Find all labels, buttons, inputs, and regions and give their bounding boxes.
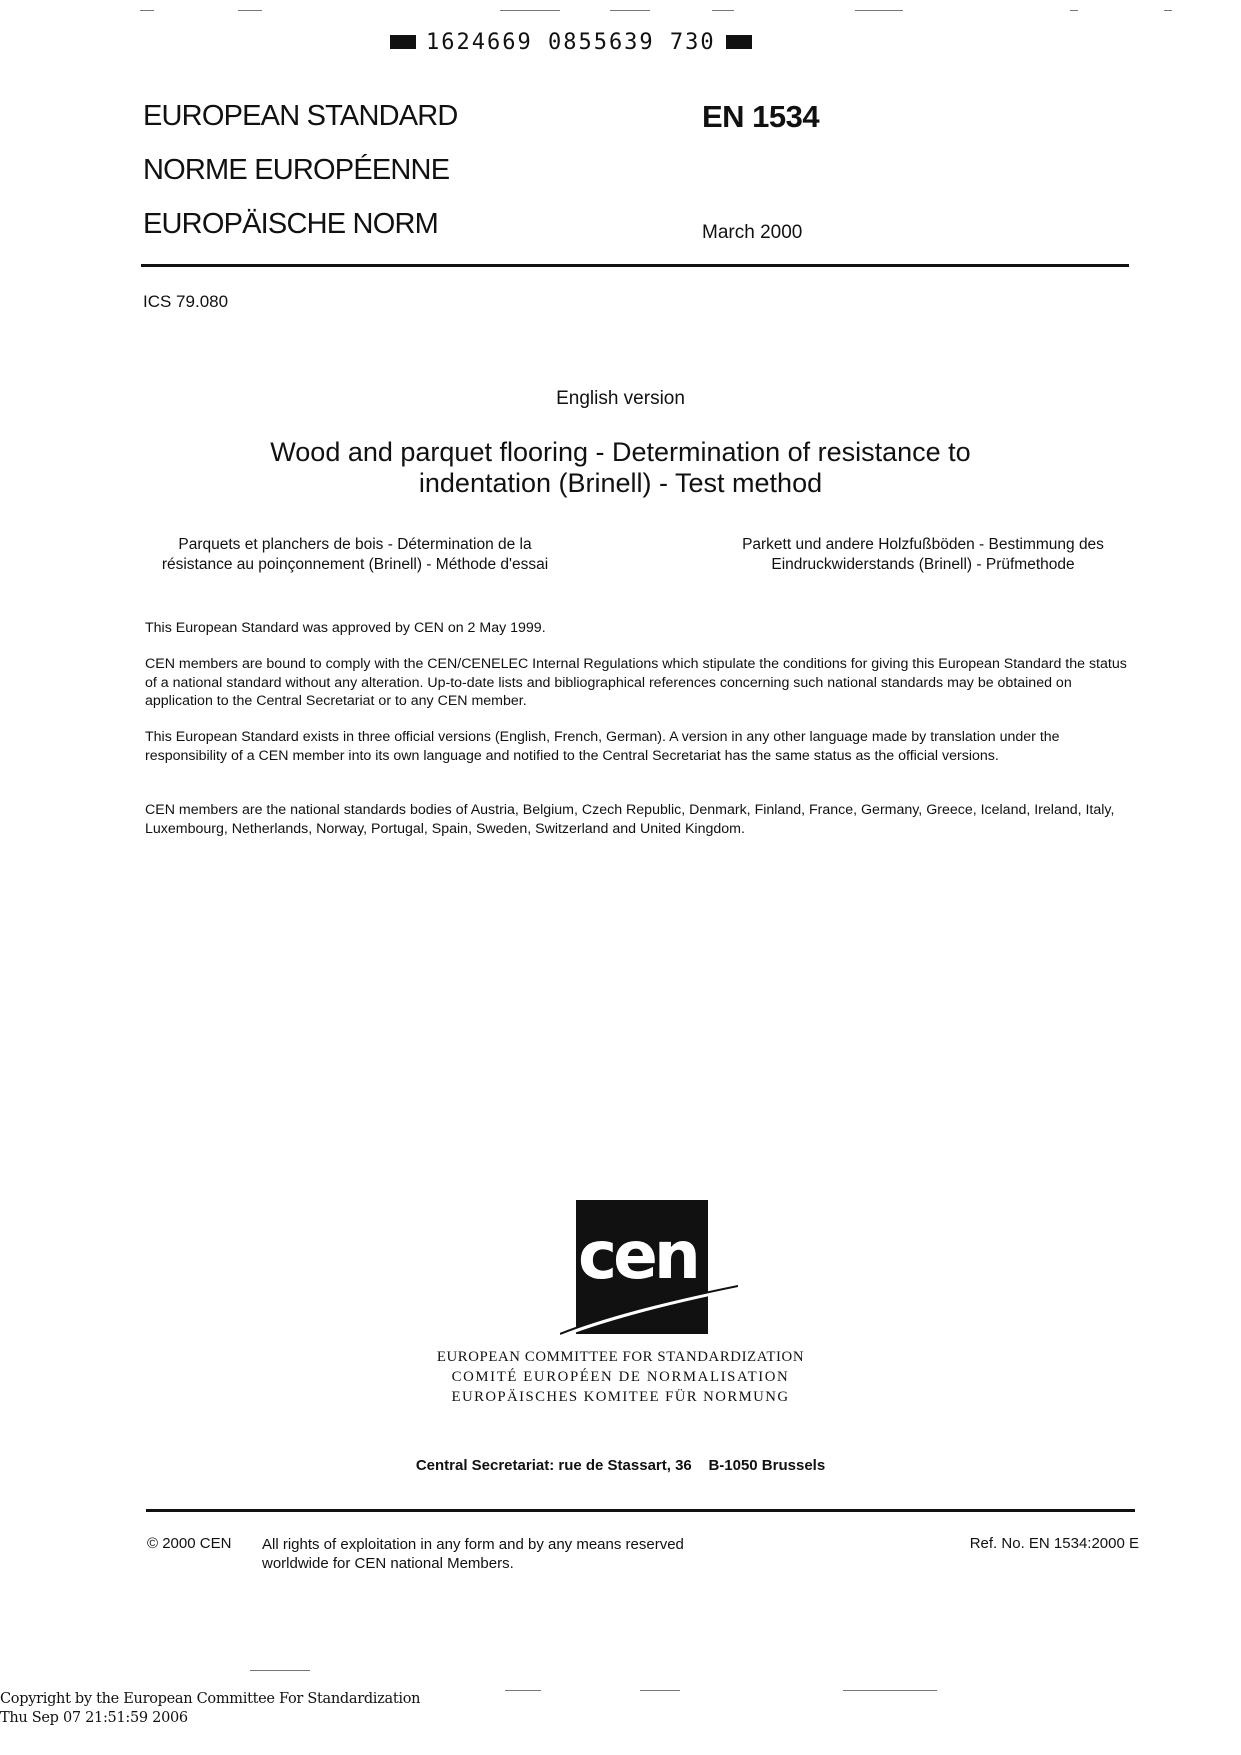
rights-line-2: worldwide for CEN national Members. xyxy=(262,1555,514,1572)
document-title-line-1: Wood and parquet flooring - Determination of resistance to xyxy=(270,437,971,467)
barcode xyxy=(390,28,752,56)
scan-artifact xyxy=(640,1690,680,1691)
standard-title-fr: NORME EUROPÉENNE xyxy=(143,154,450,186)
organization-name-en: EUROPEAN COMMITTEE FOR STANDARDIZATION xyxy=(436,1349,805,1365)
document-title-german xyxy=(718,535,1128,575)
svg-text:cen: cen xyxy=(578,1217,697,1294)
scan-artifact xyxy=(1070,10,1078,11)
copyright-stamp xyxy=(0,1690,420,1728)
rights-line-1: All rights of exploitation in any form and by any means reserved xyxy=(262,1536,684,1553)
standard-title-de: EUROPÄISCHE NORM xyxy=(143,208,438,240)
french-title-line-1: Parquets et planchers de bois - Détermination de la xyxy=(178,536,532,553)
copyright-stamp-line-2: Thu Sep 07 21:51:59 2006 xyxy=(0,1710,188,1726)
document-title xyxy=(0,437,1241,499)
cen-logo xyxy=(560,1200,738,1336)
scan-artifact xyxy=(250,1670,310,1671)
scan-artifact xyxy=(238,10,262,11)
scan-artifact xyxy=(500,10,560,11)
scan-artifact xyxy=(505,1690,541,1691)
document-title-line-2: indentation (Brinell) - Test method xyxy=(418,468,823,498)
publication-date: March 2000 xyxy=(702,222,803,243)
standard-title-en: EUROPEAN STANDARD xyxy=(143,100,458,132)
document-title-french xyxy=(150,535,560,575)
reference-number: Ref. No. EN 1534:2000 E xyxy=(969,1535,1139,1552)
compliance-paragraph: CEN members are bound to comply with the CEN/CENELEC Internal Regulations which stipulate the conditions for giving this European Standard the status of a national standard without any alteration. Up-to-date lists and bibliographical references concerning such national standards may be obtained on application to the Central Secretariat or to any CEN member. xyxy=(145,656,1127,709)
scan-artifact xyxy=(843,1690,937,1691)
members-paragraph: CEN members are the national standards bodies of Austria, Belgium, Czech Republic, Denmark, Finland, France, Germany, Greece, Iceland, Ireland, Italy, Luxembourg, Netherlands, Norway, Portugal, Spain, Sweden, Switzerland and United Kingdom. xyxy=(145,802,1115,837)
rights-statement xyxy=(262,1535,782,1573)
standard-number: EN 1534 xyxy=(702,99,820,134)
footer-divider xyxy=(146,1509,1135,1512)
organization-name-fr: COMITÉ EUROPÉEN DE NORMALISATION xyxy=(451,1369,790,1385)
ics-code: ICS 79.080 xyxy=(143,292,229,311)
scan-artifact xyxy=(1164,10,1172,11)
german-title-line-1: Parkett und andere Holzfußböden - Bestimmung des xyxy=(742,536,1104,553)
barcode-number: 1624669 0855639 730 xyxy=(426,29,716,55)
scan-artifact xyxy=(140,10,154,11)
copyright-notice: © 2000 CEN xyxy=(147,1535,232,1552)
french-title-line-2: résistance au poinçonnement (Brinell) - Méthode d'essai xyxy=(161,556,549,573)
central-secretariat: Central Secretariat: rue de Stassart, 36 B-1050 Brussels xyxy=(415,1457,826,1474)
scan-artifact xyxy=(610,10,650,11)
versions-paragraph: This European Standard exists in three official versions (English, French, German). A version in any other language made by translation under the responsibility of a CEN member into its own language and notified to the Central Secretariat has the same status as the official versions. xyxy=(145,729,1060,764)
organization-name-de: EUROPÄISCHES KOMITEE FÜR NORMUNG xyxy=(451,1389,790,1405)
approval-paragraph: This European Standard was approved by CEN on 2 May 1999. xyxy=(145,620,546,636)
barcode-bar-left xyxy=(390,35,416,49)
barcode-bar-right xyxy=(726,35,752,49)
copyright-stamp-line-1: Copyright by the European Committee For Standardization xyxy=(0,1691,421,1707)
scan-artifact xyxy=(712,10,734,11)
german-title-line-2: Eindruckwiderstands (Brinell) - Prüfmethode xyxy=(771,556,1075,573)
scan-artifact xyxy=(855,10,903,11)
version-label: English version xyxy=(556,388,685,409)
organization-names xyxy=(0,1347,1241,1407)
header-divider xyxy=(141,264,1129,267)
